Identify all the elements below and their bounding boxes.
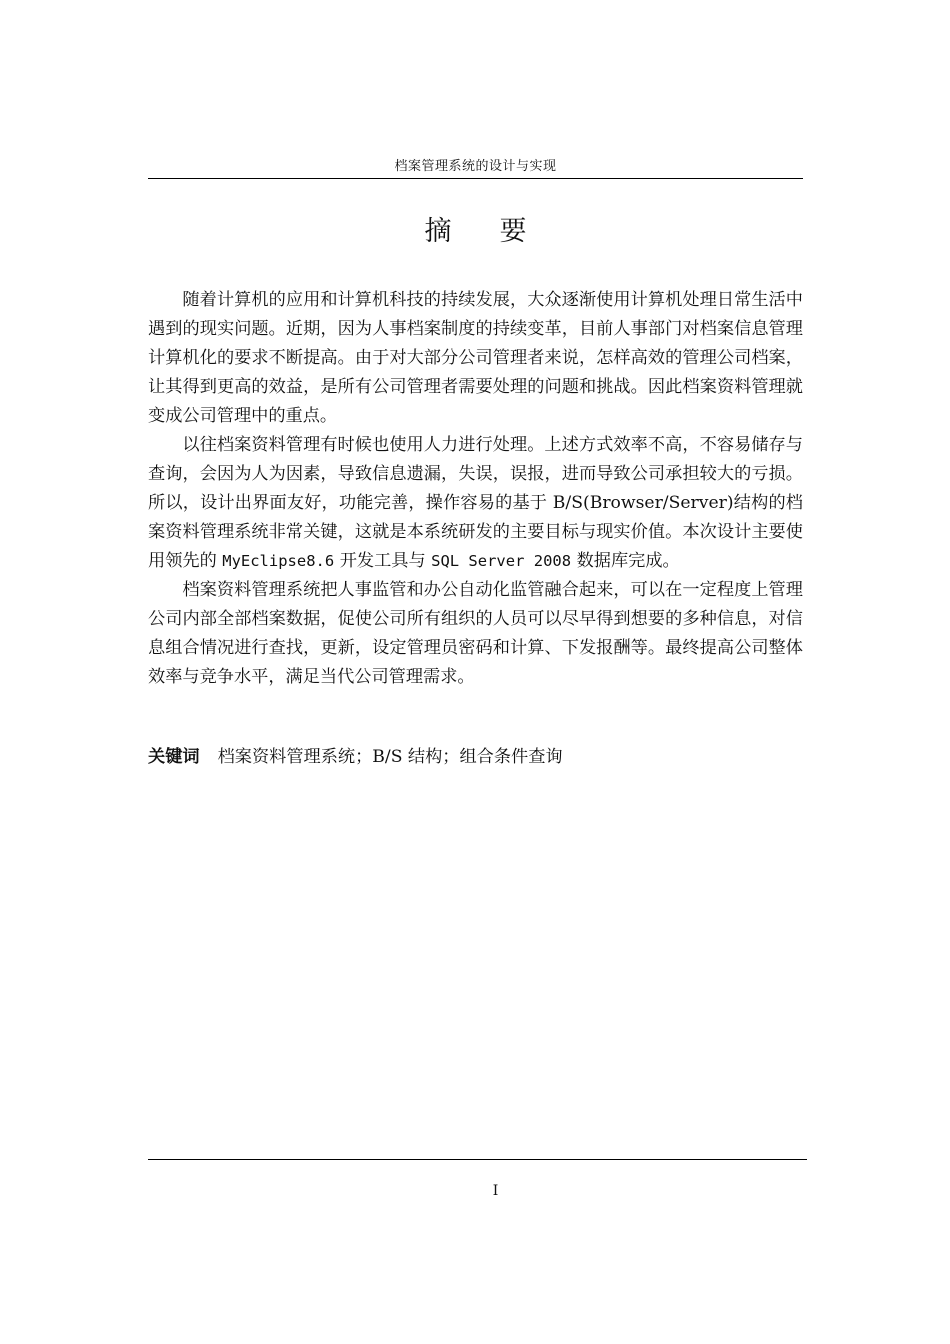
paragraph-2-text-b: 开发工具与: [339, 551, 426, 571]
keywords-label: 关键词: [148, 747, 200, 767]
paragraph-2-text-a: 以往档案资料管理有时候也使用人力进行处理。上述方式效率不高，不容易储存与查询，会因为人为因素，导致信息遗漏，失误，误报，进而导致公司承担较大的亏损。所以，设计出界面友好，功能完善，操作容易的基于 B/S(Browser/Server)结构的档案资料管理系统非常关键，这就是本系统研发的主要目标与现实价值。本次设计主要使用领先的: [148, 435, 803, 571]
abstract-paragraph-2: [148, 431, 803, 576]
paragraph-2-text-c: 数据库完成。: [576, 551, 680, 571]
footer-rule: [148, 1159, 807, 1160]
page-number: I: [492, 1183, 499, 1199]
database-name: SQL Server 2008: [431, 552, 572, 570]
abstract-body: [148, 286, 803, 692]
abstract-title: 摘要: [424, 216, 575, 247]
header-rule: [148, 178, 803, 179]
abstract-paragraph-3: 档案资料管理系统把人事监管和办公自动化监管融合起来，可以在一定程度上管理公司内部全部档案数据，促使公司所有组织的人员可以尽早得到想要的多种信息，对信息组合情况进行查找，更新，设定管理员密码和计算、下发报酬等。最终提高公司整体效率与竞争水平，满足当代公司管理需求。: [148, 580, 803, 687]
keywords-text: 档案资料管理系统；B/S 结构；组合条件查询: [217, 747, 563, 767]
tool-name: MyEclipse8.6: [222, 552, 335, 570]
keywords-line: [148, 743, 803, 772]
abstract-paragraph-1: 随着计算机的应用和计算机科技的持续发展，大众逐渐使用计算机处理日常生活中遇到的现实问题。近期，因为人事档案制度的持续变革，目前人事部门对档案信息管理计算机化的要求不断提高。由于对大部分公司管理者来说，怎样高效的管理公司档案，让其得到更高的效益，是所有公司管理者需要处理的问题和挑战。因此档案资料管理就变成公司管理中的重点。: [148, 290, 803, 426]
running-header: 档案管理系统的设计与实现: [394, 159, 557, 174]
